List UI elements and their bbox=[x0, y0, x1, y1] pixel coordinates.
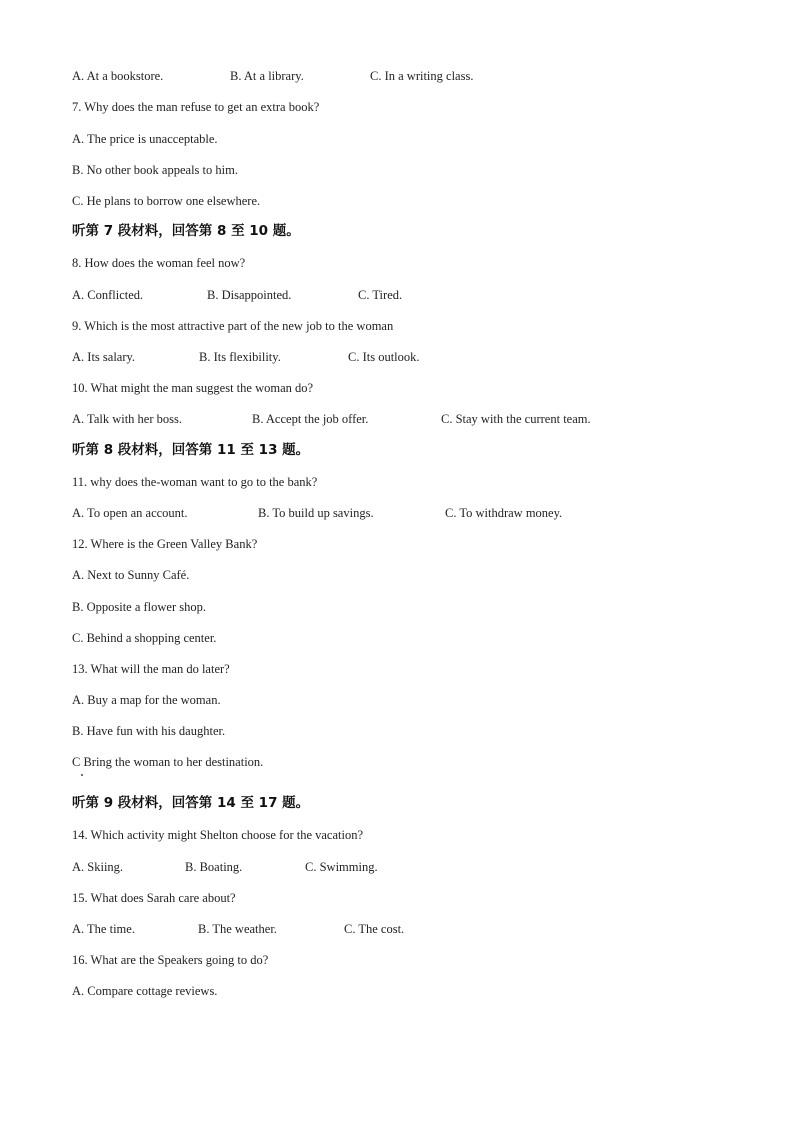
q13-option-a: A. Buy a map for the woman. bbox=[72, 693, 221, 707]
q14-option-b: B. Boating. bbox=[185, 860, 243, 874]
q10-option-b: B. Accept the job offer. bbox=[252, 412, 369, 426]
stray-dot-mark bbox=[81, 774, 83, 776]
q13-option-c: C Bring the woman to her destination. bbox=[72, 755, 264, 769]
question-9: 9. Which is the most attractive part of the new job to the woman bbox=[72, 319, 394, 333]
q8-option-c: C. Tired. bbox=[358, 288, 403, 302]
question-13: 13. What will the man do later? bbox=[72, 662, 230, 676]
q16-option-a: A. Compare cottage reviews. bbox=[72, 984, 218, 998]
q8-option-b: B. Disappointed. bbox=[207, 288, 292, 302]
q14-option-c: C. Swimming. bbox=[305, 860, 378, 874]
section-heading-9: 听第 9 段材料，回答第 14 至 17 题。 bbox=[72, 795, 310, 811]
q11-option-a: A. To open an account. bbox=[72, 506, 188, 520]
section-heading-7: 听第 7 段材料，回答第 8 至 10 题。 bbox=[72, 223, 300, 239]
question-8: 8. How does the woman feel now? bbox=[72, 256, 246, 270]
q9-option-b: B. Its flexibility. bbox=[199, 350, 281, 364]
q7-option-b: B. No other book appeals to him. bbox=[72, 163, 238, 177]
question-16: 16. What are the Speakers going to do? bbox=[72, 953, 269, 967]
q10-option-c: C. Stay with the current team. bbox=[441, 412, 591, 426]
question-7: 7. Why does the man refuse to get an extra book? bbox=[72, 100, 320, 114]
q6-option-b: B. At a library. bbox=[230, 69, 304, 83]
q12-option-b: B. Opposite a flower shop. bbox=[72, 600, 207, 614]
question-15: 15. What does Sarah care about? bbox=[72, 891, 236, 905]
question-11: 11. why does the-woman want to go to the bank? bbox=[72, 475, 318, 489]
q12-option-c: C. Behind a shopping center. bbox=[72, 631, 217, 645]
q11-option-b: B. To build up savings. bbox=[258, 506, 374, 520]
q12-option-a: A. Next to Sunny Café. bbox=[72, 568, 190, 582]
q8-option-a: A. Conflicted. bbox=[72, 288, 144, 302]
q14-option-a: A. Skiing. bbox=[72, 860, 124, 874]
q6-option-a: A. At a bookstore. bbox=[72, 69, 164, 83]
q11-option-c: C. To withdraw money. bbox=[445, 506, 563, 520]
question-10: 10. What might the man suggest the woman do? bbox=[72, 381, 314, 395]
q7-option-a: A. The price is unacceptable. bbox=[72, 132, 218, 146]
q13-option-b: B. Have fun with his daughter. bbox=[72, 724, 226, 738]
q7-option-c: C. He plans to borrow one elsewhere. bbox=[72, 194, 261, 208]
q6-option-c: C. In a writing class. bbox=[370, 69, 474, 83]
q15-option-a: A. The time. bbox=[72, 922, 135, 936]
q9-option-a: A. Its salary. bbox=[72, 350, 136, 364]
q15-option-b: B. The weather. bbox=[198, 922, 277, 936]
q10-option-a: A. Talk with her boss. bbox=[72, 412, 182, 426]
q9-option-c: C. Its outlook. bbox=[348, 350, 420, 364]
question-14: 14. Which activity might Shelton choose for the vacation? bbox=[72, 828, 364, 842]
section-heading-8: 听第 8 段材料，回答第 11 至 13 题。 bbox=[72, 442, 310, 458]
q15-option-c: C. The cost. bbox=[344, 922, 405, 936]
question-12: 12. Where is the Green Valley Bank? bbox=[72, 537, 258, 551]
